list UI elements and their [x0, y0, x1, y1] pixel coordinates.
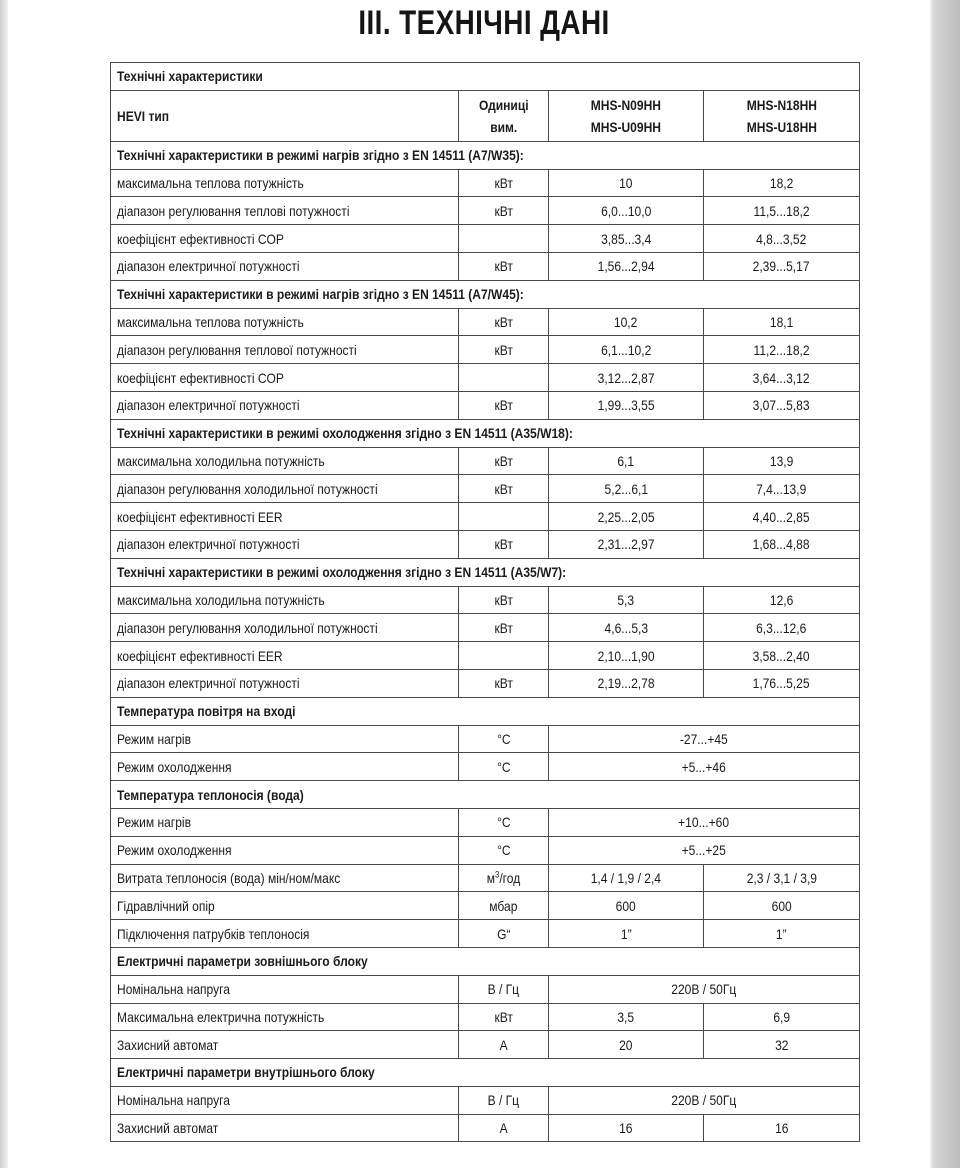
row-unit: °C	[496, 814, 511, 831]
row-value-model2: 6,9	[773, 1008, 790, 1025]
row-label: Режим охолодження	[117, 842, 232, 859]
model2-header-line1: MHS-N18HH	[746, 96, 817, 113]
page-right-edge	[930, 0, 960, 1168]
row-label: максимальна холодильна потужність	[117, 452, 325, 469]
row-value-model2: 18,1	[769, 313, 794, 330]
row-value-model1: 10	[619, 174, 633, 191]
table-row	[111, 391, 860, 419]
row-value-model1: 1,4 / 1,9 / 2,4	[590, 869, 662, 886]
row-unit: кВт	[494, 452, 513, 469]
row-unit: °C	[496, 758, 511, 775]
row-value-model1: 2,31...2,97	[597, 536, 655, 553]
table-row	[111, 169, 860, 197]
table-row	[111, 530, 860, 558]
table-row	[111, 614, 860, 642]
row-label: коефіцієнт ефективності EER	[117, 647, 283, 664]
table-row	[111, 1086, 860, 1114]
row-unit: кВт	[494, 536, 513, 553]
row-unit: °C	[496, 842, 511, 859]
section-title: Технічні характеристики в режимі нагрів згідно з EN 14511 (A7/W45):	[117, 286, 524, 303]
row-value-model1: 3,12...2,87	[597, 369, 655, 386]
row-value-model2: 13,9	[769, 452, 794, 469]
row-label: коефіцієнт ефективності COP	[117, 369, 284, 386]
unit-rest: /год	[499, 869, 521, 886]
table-row	[111, 669, 860, 697]
row-value-model1: 6,1...10,2	[600, 341, 652, 358]
row-label: Захисний автомат	[117, 1120, 219, 1137]
row-value-merged: -27...+45	[680, 730, 728, 747]
table-row	[111, 1031, 860, 1059]
row-label: Максимальна електрична потужність	[117, 1008, 325, 1025]
row-label: Витрата теплоносія (вода) мін/ном/макс	[117, 869, 341, 886]
row-unit: кВт	[494, 202, 513, 219]
row-value-merged: +5...+25	[681, 842, 727, 859]
model1-header-line1: MHS-N09HH	[590, 96, 662, 113]
row-unit: °C	[496, 730, 511, 747]
section-title: Технічні характеристики в режимі охолодження згідно з EN 14511 (A35/W18):	[117, 425, 573, 442]
row-label: максимальна теплова потужність	[117, 174, 304, 191]
section-header-row	[111, 141, 860, 169]
table-row	[111, 1003, 860, 1031]
row-value-model2: 1,68...4,88	[753, 536, 810, 553]
row-label: максимальна холодильна потужність	[117, 591, 325, 608]
table-row	[111, 836, 860, 864]
section-header-row	[111, 280, 860, 308]
type-header: HEVI тип	[117, 107, 170, 124]
row-value-model1: 20	[619, 1036, 633, 1053]
row-value-model2: 11,5...18,2	[753, 202, 810, 219]
row-value-model2: 11,2...18,2	[753, 341, 810, 358]
row-unit: мбар	[489, 897, 518, 914]
row-value-model1: 4,6...5,3	[604, 619, 648, 636]
row-label: Номінальна напруга	[117, 981, 230, 998]
section-title: Температура повітря на вході	[117, 703, 296, 720]
section-header-row	[111, 697, 860, 725]
table-row	[111, 308, 860, 336]
row-value-model2: 12,6	[769, 591, 794, 608]
row-label: діапазон електричної потужності	[117, 675, 300, 692]
row-value-model1: 600	[615, 897, 637, 914]
row-value-model1: 6,0...10,0	[600, 202, 652, 219]
table-row	[111, 808, 860, 836]
row-value-model2: 4,8...3,52	[756, 230, 807, 247]
row-unit: G“	[496, 925, 511, 942]
row-value-model2: 32	[774, 1036, 789, 1053]
table-row	[111, 447, 860, 475]
unit-superscript: 3	[495, 869, 500, 880]
row-unit: кВт	[494, 174, 513, 191]
row-value-model2: 1,76...5,25	[753, 675, 810, 692]
table-row	[111, 892, 860, 920]
section-title: Температура теплоносія (вода)	[117, 786, 304, 803]
row-label: коефіцієнт ефективності EER	[117, 508, 283, 525]
row-label: діапазон електричної потужності	[117, 536, 300, 553]
row-unit: кВт	[494, 619, 513, 636]
table-row	[111, 197, 860, 225]
row-value-model1: 2,19...2,78	[597, 675, 655, 692]
row-value-model1: 1,56...2,94	[597, 258, 655, 275]
row-value-model2: 600	[771, 897, 792, 914]
row-value-model2: 18,2	[769, 174, 794, 191]
row-value-model1: 1,99...3,55	[597, 397, 655, 414]
row-unit: В / Гц	[487, 981, 520, 998]
table-row	[111, 586, 860, 614]
section-header-row	[111, 558, 860, 586]
row-value-merged: +5...+46	[681, 758, 727, 775]
section-title: Електричні параметри зовнішнього блоку	[117, 953, 368, 970]
row-label: Режим нагрів	[117, 814, 191, 831]
table-row	[111, 336, 860, 364]
row-value-model2: 1”	[776, 925, 787, 942]
specs-table	[110, 62, 860, 1142]
table-row	[111, 252, 860, 280]
row-value-model1: 5,2...6,1	[604, 480, 648, 497]
row-unit: кВт	[494, 1008, 513, 1025]
units-header-line2: вим.	[489, 118, 518, 135]
row-unit: кВт	[494, 591, 513, 608]
row-unit	[487, 870, 521, 886]
table-row	[111, 920, 860, 948]
row-value-merged: 220В / 50Гц	[671, 1092, 737, 1109]
row-value-model2: 3,64...3,12	[753, 369, 810, 386]
row-label: максимальна теплова потужність	[117, 313, 304, 330]
row-label: Номінальна напруга	[117, 1092, 230, 1109]
table-caption: Технічні характеристики	[117, 68, 263, 85]
row-label: діапазон регулювання холодильної потужності	[117, 480, 378, 497]
row-value-model2: 7,4...13,9	[756, 480, 807, 497]
row-unit: В / Гц	[487, 1092, 520, 1109]
section-header-row	[111, 947, 860, 975]
row-value-merged: +10...+60	[678, 814, 730, 831]
row-label: Захисний автомат	[117, 1036, 219, 1053]
row-unit: А	[499, 1120, 508, 1137]
row-value-model2: 16	[774, 1120, 789, 1137]
row-value-model1: 16	[619, 1120, 633, 1137]
unit-base: м	[486, 869, 496, 886]
row-label: діапазон електричної потужності	[117, 397, 300, 414]
section-header-row	[111, 1059, 860, 1087]
page-left-edge	[0, 0, 8, 1168]
row-label: коефіцієнт ефективності COP	[117, 230, 284, 247]
row-value-model1: 10,2	[614, 313, 638, 330]
row-label: Гідравлічний опір	[117, 897, 215, 914]
row-value-model2: 2,3 / 3,1 / 3,9	[746, 869, 817, 886]
table-row	[111, 1114, 860, 1142]
row-value-model1: 6,1	[617, 452, 635, 469]
row-unit: кВт	[494, 675, 513, 692]
row-label: Режим нагрів	[117, 730, 191, 747]
row-value-model1: 2,10...1,90	[597, 647, 655, 664]
table-row	[111, 225, 860, 253]
model2-header-line2: MHS-U18HH	[746, 118, 817, 135]
table-row	[111, 475, 860, 503]
row-value-model2: 3,07...5,83	[753, 397, 810, 414]
row-label: Підключення патрубків теплоносія	[117, 925, 310, 942]
row-unit: кВт	[494, 480, 513, 497]
table-row	[111, 864, 860, 892]
table-caption-row	[111, 63, 860, 91]
row-label: діапазон електричної потужності	[117, 258, 300, 275]
row-value-model1: 1”	[620, 925, 632, 942]
row-value-model2: 2,39...5,17	[753, 258, 810, 275]
row-value-model2: 3,58...2,40	[753, 647, 810, 664]
row-value-model1: 5,3	[617, 591, 635, 608]
row-value-model1: 3,5	[617, 1008, 635, 1025]
row-value-model1: 3,85...3,4	[600, 230, 652, 247]
row-value-merged: 220В / 50Гц	[671, 981, 737, 998]
units-header-line1: Одиниці	[478, 96, 529, 113]
table-row	[111, 503, 860, 531]
page-title: III. ТЕХНІЧНІ ДАНІ	[358, 4, 610, 42]
row-label: діапазон регулювання теплові потужності	[117, 202, 350, 219]
table-row	[111, 642, 860, 670]
row-label: діапазон регулювання холодильної потужності	[117, 619, 378, 636]
section-title: Технічні характеристики в режимі нагрів згідно з EN 14511 (A7/W35):	[117, 147, 524, 164]
section-header-row	[111, 781, 860, 809]
row-unit: кВт	[494, 313, 513, 330]
row-label: діапазон регулювання теплової потужності	[117, 341, 357, 358]
row-value-model1: 2,25...2,05	[597, 508, 655, 525]
row-unit: кВт	[494, 258, 513, 275]
table-row	[111, 364, 860, 392]
table-row	[111, 725, 860, 753]
section-title: Електричні параметри внутрішнього блоку	[117, 1064, 375, 1081]
table-row	[111, 753, 860, 781]
section-title: Технічні характеристики в режимі охолодження згідно з EN 14511 (A35/W7):	[117, 564, 567, 581]
table-row	[111, 975, 860, 1003]
row-unit: кВт	[494, 341, 513, 358]
row-unit: кВт	[494, 397, 513, 414]
row-value-model2: 6,3...12,6	[756, 619, 807, 636]
model1-header-line2: MHS-U09HH	[590, 118, 662, 135]
row-value-model2: 4,40...2,85	[753, 508, 810, 525]
table-header-row	[111, 90, 860, 141]
row-label: Режим охолодження	[117, 758, 232, 775]
section-header-row	[111, 419, 860, 447]
row-unit: А	[499, 1036, 508, 1053]
